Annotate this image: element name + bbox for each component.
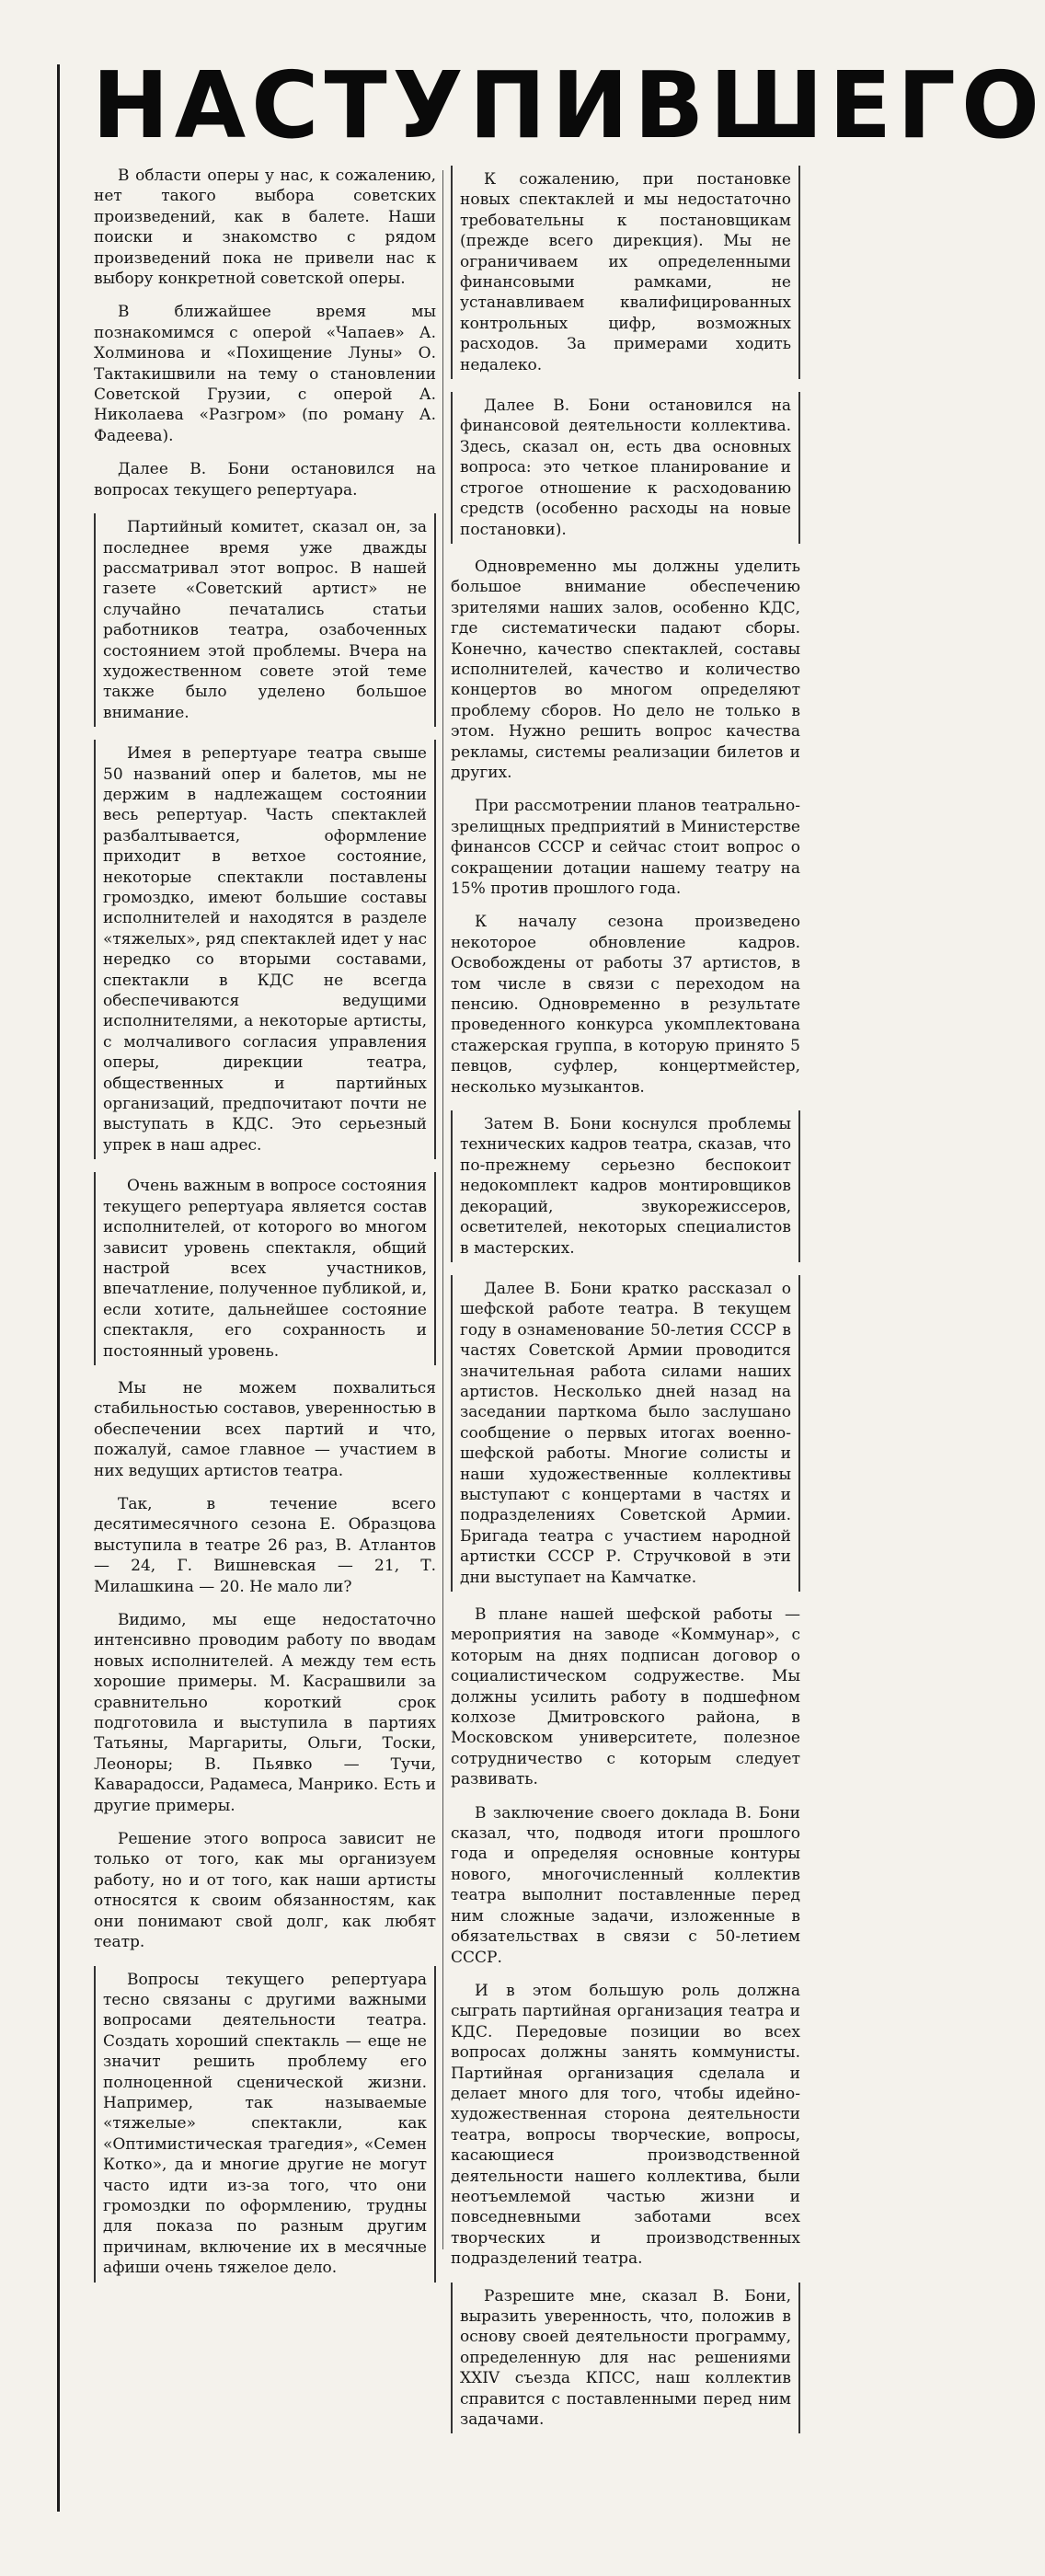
paragraph: В заключение своего доклада В. Бони сказал, что, подводя итоги прошлого года и определяя основные контуры нового, многочисленный коллектив театра выполнит поставленные перед ним сложные задачи, изложенные в обязательствах в связи с 50-летием СССР.	[451, 1803, 800, 1967]
paragraph: В плане нашей шефской работы — мероприятия на заводе «Коммунар», с которым на днях подписан договор о социалистическом содружестве. Мы должны усилить работу в подшефном колхозе Дмитровского района, в Московском университете, полезное сотрудничество с которым следует развивать.	[451, 1605, 800, 1789]
paragraph: В области оперы у нас, к сожалению, нет такого выбора советских произведений, как в балете. Наши поиски и знакомство с рядом произведений пока не привели нас к выбору конкретной советской оперы.	[94, 167, 436, 289]
paragraph: Решение этого вопроса зависит не только от того, как мы организуем работу, но и от того, как наши артисты относятся к своим обязанностям, как они понимают свой долг, как любят театр.	[94, 1830, 436, 1952]
left-border-rule	[57, 64, 60, 2512]
paragraph-boxed: Партийный комитет, сказал он, за последнее время уже дважды рассматривал этот вопрос. В нашей газете «Советский артист» не случайно печатались статьи работников театра, озабоченных состоянием этой проблемы. Вчера на художественном совете этой теме также было уделено большое внимание.	[94, 513, 436, 727]
right-column	[451, 166, 800, 2446]
paragraph: В ближайшее время мы познакомимся с оперой «Чапаев» А. Холминова и «Похищение Луны» О. Тактакишвили на тему о становлении Советской Грузии, с оперой А. Николаева «Разгром» (по роману А. Фадеева).	[94, 303, 436, 445]
paragraph: При рассмотрении планов театрально-зрелищных предприятий в Министерстве финансов СССР и сейчас стоит вопрос о сокращении дотации нашему театру на 15% против прошлого года.	[451, 797, 800, 898]
paragraph-dropcap: Затем В. Бони коснулся проблемы технических кадров театра, сказав, что по-прежнему серьезно беспокоит недокомплект кадров монтировщиков декораций, звукорежиссеров, осветителей, некоторых специалистов в мастерских.	[451, 1110, 800, 1262]
paragraph-dropcap: Очень важным в вопросе состояния текущего репертуара является состав исполнителей, от которого во многом зависит уровень спектакля, общий настрой всех участников, впечатление, полученное публикой, и, если хотите, дальнейшее состояние спектакля, его сохранность и постоянный уровень.	[94, 1172, 436, 1365]
paragraph-boxed: Далее В. Бони кратко рассказал о шефской работе театра. В текущем году в ознаменование 50-летия СССР в частях Советской Армии проводится значительная работа силами наших артистов. Несколько дней назад на заседании парткома было заслушано сообщение о первых итогах военно-шефской работы. Многие солисты и наши художественные коллективы выступают с концертами в частях и подразделениях Советской Армии. Бригада театра с участием народной артистки СССР Р. Стручковой в эти дни выступает на Камчатке.	[451, 1275, 800, 1592]
paragraph-boxed: Имея в репертуаре театра свыше 50 названий опер и балетов, мы не держим в надлежащем состоянии весь репертуар. Часть спектаклей разбалтывается, оформление приходит в ветхое состояние, некоторые спектакли поставлены громоздко, имеют большие составы исполнителей и находятся в разделе «тяжелых», ряд спектаклей идет у нас нередко со вторыми составами, спектакли в КДС не всегда обеспечиваются ведущими исполнителями, а некоторые артисты, с молчаливого согласия управления оперы, дирекции театра, общественных и партийных организаций, предпочитают почти не выступать в КДС. Это серьезный упрек в наш адрес.	[94, 740, 436, 1159]
column-divider	[442, 170, 443, 2249]
paragraph: К началу сезона произведено некоторое обновление кадров. Освобождены от работы 37 артистов, в том числе в связи с переходом на пенсию. Одновременно в результате проведенного конкурса укомплектована стажерская группа, в которую принято 5 певцов, суфлер, концертмейстер, несколько музыкантов.	[451, 913, 800, 1097]
paragraph: Одновременно мы должны уделить большое внимание обеспечению зрителями наших залов, особенно КДС, где систематически падают сборы. Конечно, качество спектаклей, составы исполнителей, качество и количество концертов во многом определяют проблему сборов. Но дело не только в этом. Нужно решить вопрос качества рекламы, системы реализации билетов и других.	[451, 557, 800, 782]
paragraph: Так, в течение всего десятимесячного сезона Е. Образцова выступила в театре 26 раз, В. Атлантов — 24, Г. Вишневская — 21, Т. Милашкина — 20. Не мало ли?	[94, 1494, 436, 1596]
paragraph-dropcap: Разрешите мне, сказал В. Бони, выразить уверенность, что, положив в основу своей деятельности программу, определенную для нас решениями XXIV съезда КПСС, наш коллектив справится с поставленными перед ним задачами.	[451, 2283, 800, 2434]
paragraph: Видимо, мы еще недостаточно интенсивно проводим работу по вводам новых исполнителей. А между тем есть хорошие примеры. М. Касрашвили за сравнительно короткий срок подготовила и выступила в партиях Татьяны, Маргариты, Ольги, Тоски, Леоноры; В. Пьявко — Тучи, Каварадосси, Радамеса, Манрико. Есть и другие примеры.	[94, 1611, 436, 1815]
headline: НАСТУПИВШЕГО	[92, 52, 1045, 159]
paragraph-boxed: К сожалению, при постановке новых спектаклей и мы недостаточно требовательны к постановщикам (прежде всего дирекция). Мы не ограничиваем их определенными финансовыми рамками, не устанавливаем квалифицированных контрольных цифр, возможных расходов. За примерами ходить недалеко.	[451, 166, 800, 379]
paragraph: Далее В. Бони остановился на вопросах текущего репертуара.	[94, 460, 436, 500]
paragraph-boxed: Далее В. Бони остановился на финансовой деятельности коллектива. Здесь, сказал он, есть два основных вопроса: это четкое планирование и строгое отношение к расходованию средств (особенно расходы на новые постановки).	[451, 392, 800, 544]
paragraph-boxed: Вопросы текущего репертуара тесно связаны с другими важными вопросами деятельности театра. Создать хороший спектакль — еще не значит решить проблему его полноценной сценической жизни. Например, так называемые «тяжелые» спектакли, как «Оптимистическая трагедия», «Семен Котко», да и многие другие не могут часто идти из-за того, что они громоздки по оформлению, трудны для показа по разным другим причинам, включение их в месячные афиши очень тяжелое дело.	[94, 1966, 436, 2283]
left-column	[94, 166, 436, 2295]
paragraph: И в этом большую роль должна сыграть партийная организация театра и КДС. Передовые позиции во всех вопросах должны занять коммунисты. Партийная организация сделала и делает много для того, чтобы идейно-художественная сторона деятельности театра, вопросы творческие, вопросы, касающиеся производственной деятельности нашего коллектива, были неотъемлемой частью жизни и повседневными заботами всех творческих и производственных подразделений театра.	[451, 1981, 800, 2269]
paragraph: Мы не можем похвалиться стабильностью составов, уверенностью в обеспечении всех партий и что, пожалуй, самое главное — участием в них ведущих артистов театра.	[94, 1378, 436, 1480]
